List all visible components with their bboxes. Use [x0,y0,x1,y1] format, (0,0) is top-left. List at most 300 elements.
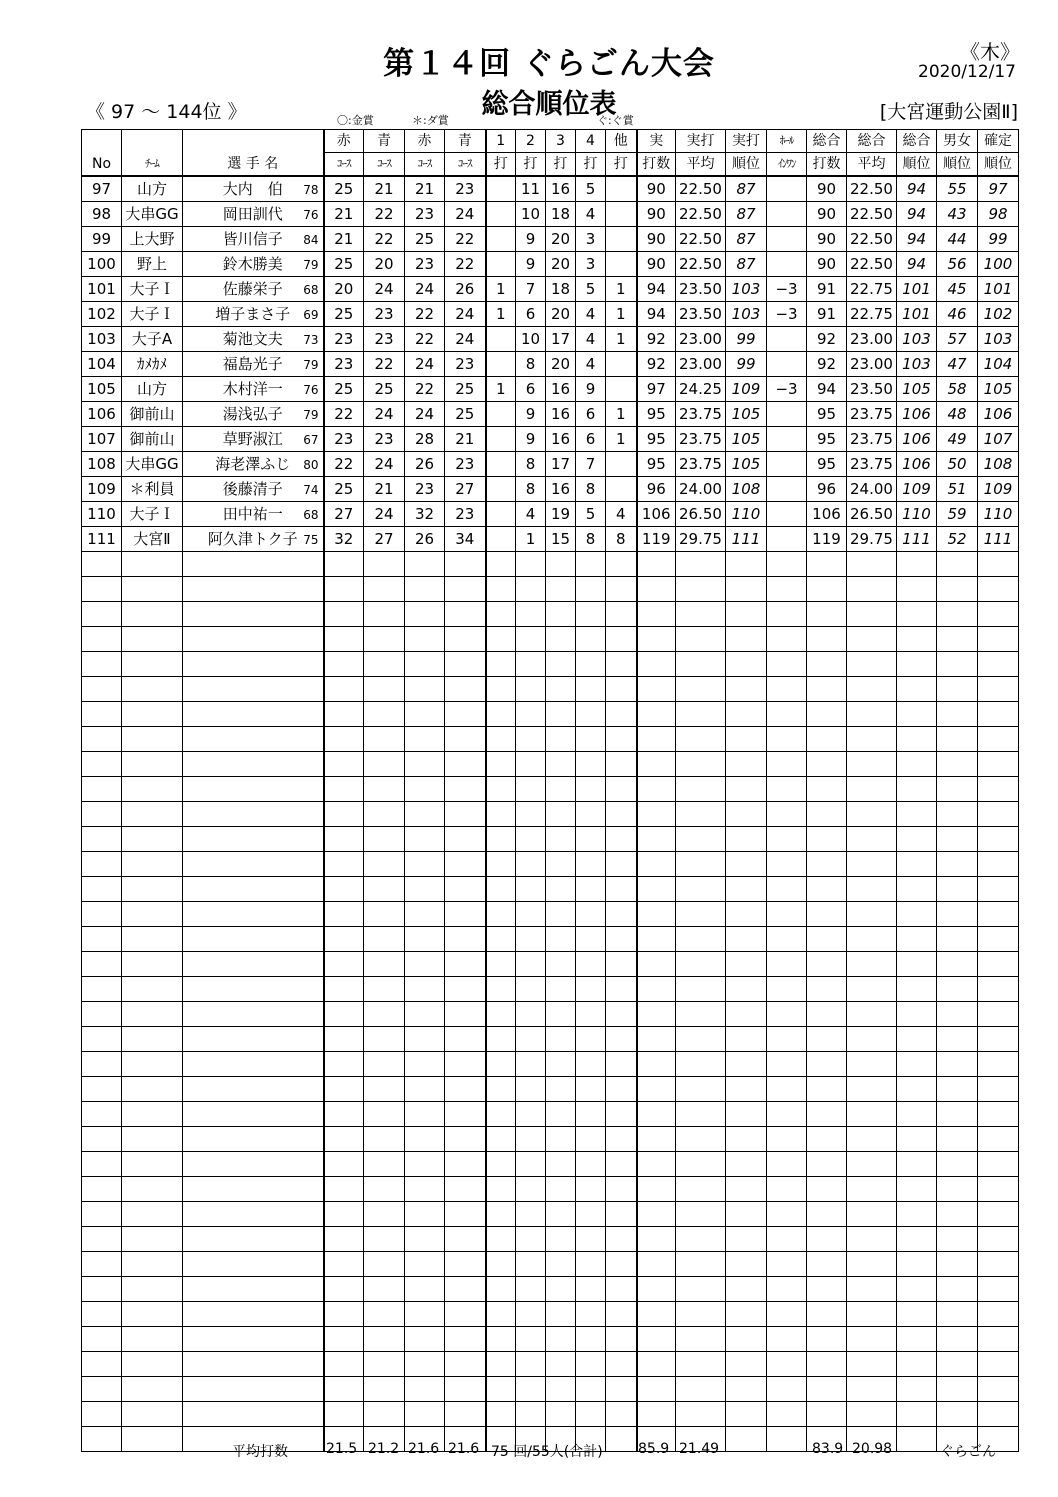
cell-name [183,702,324,727]
cell-total: 94 [807,377,847,402]
table-row [82,227,1019,252]
cell-total: 90 [807,252,847,277]
cell-s3: 15 [546,527,576,552]
table-row [82,277,1019,302]
cell-gender: 48 [937,402,978,427]
cell-team [122,752,183,777]
cell-trank: 105 [897,377,937,402]
cell-no [82,927,122,952]
cell-c1 [324,1202,364,1227]
cell-team [122,1077,183,1102]
cell-s2 [516,752,546,777]
cell-trank: 109 [897,477,937,502]
cell-actual [637,552,676,577]
cell-s4 [576,1327,606,1352]
cell-s2 [516,1177,546,1202]
cell-actual [637,752,676,777]
cell-trank: 110 [897,502,937,527]
cell-actual: 96 [637,477,676,502]
cell-final: 101 [978,277,1019,302]
col-actual-bot: 打数 [637,153,676,177]
col-hio-top: ﾎｰﾙ [767,130,807,153]
cell-name [183,1152,324,1177]
cell-tavg [847,727,897,752]
cell-team [122,902,183,927]
cell-s4 [576,652,606,677]
cell-c3 [405,752,445,777]
cell-team: 野上 [122,252,183,277]
cell-hio: −3 [767,302,807,327]
cell-s3: 20 [546,252,576,277]
cell-s1 [486,1227,516,1252]
cell-tavg: 22.50 [847,227,897,252]
empty-row [82,1077,1019,1102]
cell-c4 [445,602,486,627]
cell-no: 107 [82,427,122,452]
cell-s1 [486,652,516,677]
cell-c2 [364,702,405,727]
cell-c3 [405,1252,445,1277]
cell-s1 [486,527,516,552]
cell-c4 [445,752,486,777]
cell-total: 106 [807,502,847,527]
cell-tavg [847,927,897,952]
cell-team: 大串GG [122,202,183,227]
cell-actual [637,877,676,902]
cell-trank: 106 [897,427,937,452]
cell-other [606,352,637,377]
cell-total [807,702,847,727]
cell-final: 108 [978,452,1019,477]
cell-avg [676,1277,726,1302]
cell-no [82,1352,122,1377]
cell-tavg [847,677,897,702]
col-other-bot: 打 [606,153,637,177]
cell-hio: −3 [767,377,807,402]
empty-row [82,852,1019,877]
cell-other: 1 [606,327,637,352]
cell-final [978,1277,1019,1302]
cell-c4: 23 [445,502,486,527]
cell-c4 [445,1202,486,1227]
cell-tavg [847,1277,897,1302]
cell-gender: 50 [937,452,978,477]
cell-avg: 22.50 [676,252,726,277]
cell-trank [897,727,937,752]
cell-actual [637,602,676,627]
cell-actual [637,1152,676,1177]
cell-avg: 23.00 [676,352,726,377]
cell-s2 [516,627,546,652]
cell-avg: 22.50 [676,176,726,202]
cell-c1: 23 [324,327,364,352]
col-player-top [183,130,324,153]
cell-hio [767,1177,807,1202]
cell-c1 [324,702,364,727]
cell-c3 [405,1327,445,1352]
cell-s1 [486,1302,516,1327]
cell-avg [676,1377,726,1402]
cell-gender [937,1052,978,1077]
cell-c4 [445,1052,486,1077]
cell-trank: 111 [897,527,937,552]
cell-tavg [847,1327,897,1352]
cell-total: 91 [807,302,847,327]
cell-tavg [847,602,897,627]
cell-c2 [364,802,405,827]
cell-hio [767,1152,807,1177]
cell-team [122,1052,183,1077]
player-name: 菊池文夫 [222,330,283,348]
cell-hio [767,552,807,577]
cell-no: 106 [82,402,122,427]
cell-team [122,877,183,902]
col-ao2-top: 青 [445,130,486,153]
empty-row [82,802,1019,827]
cell-c4: 24 [445,302,486,327]
cell-s1 [486,1177,516,1202]
cell-s2 [516,1377,546,1402]
cell-team: 大子A [122,327,183,352]
cell-s2 [516,977,546,1002]
cell-c3 [405,877,445,902]
cell-tavg: 24.00 [847,477,897,502]
cell-no [82,877,122,902]
cell-s3 [546,902,576,927]
cell-s2 [516,1077,546,1102]
cell-other [606,1152,637,1177]
cell-name [183,1302,324,1327]
cell-c2 [364,1177,405,1202]
col-aka2-bot: ｺｰｽ [405,153,445,177]
cell-actual: 94 [637,277,676,302]
cell-final [978,1302,1019,1327]
cell-team [122,1002,183,1027]
cell-s4 [576,677,606,702]
cell-s3 [546,927,576,952]
empty-row [82,1152,1019,1177]
cell-s4 [576,902,606,927]
cell-final [978,1252,1019,1277]
cell-c1 [324,977,364,1002]
cell-rank: 103 [726,277,767,302]
cell-rank: 105 [726,427,767,452]
cell-final [978,1002,1019,1027]
cell-rank [726,927,767,952]
cell-s2 [516,1277,546,1302]
cell-tavg: 29.75 [847,527,897,552]
cell-c3 [405,1402,445,1427]
cell-s2 [516,602,546,627]
cell-actual: 95 [637,402,676,427]
cell-s3 [546,777,576,802]
cell-trank [897,1277,937,1302]
cell-total [807,902,847,927]
cell-s3 [546,702,576,727]
col-avg-top: 実打 [676,130,726,153]
cell-s2 [516,727,546,752]
cell-team [122,652,183,677]
cell-no [82,727,122,752]
cell-c4 [445,702,486,727]
cell-actual: 90 [637,176,676,202]
cell-actual: 90 [637,202,676,227]
cell-c1 [324,1302,364,1327]
cell-avg [676,927,726,952]
empty-row [82,702,1019,727]
cell-c4 [445,1327,486,1352]
cell-tavg [847,652,897,677]
empty-row [82,752,1019,777]
cell-c3 [405,677,445,702]
cell-team: 大宮Ⅱ [122,527,183,552]
cell-rank [726,852,767,877]
cell-avg [676,1102,726,1127]
cell-s1 [486,1102,516,1127]
cell-avg [676,1327,726,1352]
cell-actual [637,652,676,677]
cell-s1 [486,802,516,827]
cell-gender: 55 [937,176,978,202]
col-aka1-bot: ｺｰｽ [324,153,364,177]
cell-rank: 105 [726,402,767,427]
cell-rank: 87 [726,176,767,202]
cell-total: 95 [807,402,847,427]
cell-other [606,552,637,577]
player-age: 67 [303,433,319,447]
cell-s1 [486,227,516,252]
cell-no: 102 [82,302,122,327]
cell-other [606,252,637,277]
cell-total [807,1127,847,1152]
cell-actual [637,1052,676,1077]
cell-final [978,1202,1019,1227]
cell-c1 [324,802,364,827]
cell-c2 [364,977,405,1002]
cell-c4 [445,677,486,702]
cell-tavg: 23.50 [847,377,897,402]
cell-total: 95 [807,452,847,477]
col-other-top: 他 [606,130,637,153]
cell-s1 [486,1277,516,1302]
cell-avg [676,1302,726,1327]
cell-c1 [324,777,364,802]
cell-gender [937,1377,978,1402]
cell-s4: 5 [576,277,606,302]
cell-c3 [405,652,445,677]
cell-s2: 4 [516,502,546,527]
cell-other [606,927,637,952]
cell-avg [676,652,726,677]
cell-c3 [405,1277,445,1302]
cell-final: 102 [978,302,1019,327]
cell-c4 [445,1127,486,1152]
col-rank-top: 実打 [726,130,767,153]
cell-total [807,652,847,677]
cell-c4 [445,977,486,1002]
cell-total [807,977,847,1002]
cell-name [183,227,324,252]
cell-c3 [405,977,445,1002]
cell-s4 [576,552,606,577]
cell-trank [897,1077,937,1102]
table-row [82,452,1019,477]
cell-trank [897,1102,937,1127]
player-name: 大内 伯 [222,180,283,198]
cell-c2 [364,777,405,802]
cell-s2: 8 [516,477,546,502]
cell-no [82,1427,122,1452]
cell-s1 [486,477,516,502]
cell-c4 [445,827,486,852]
cell-c3 [405,1027,445,1052]
cell-actual [637,1102,676,1127]
cell-team [122,802,183,827]
cell-rank: 87 [726,202,767,227]
cell-c2 [364,952,405,977]
cell-c3 [405,802,445,827]
cell-other [606,1077,637,1102]
cell-final [978,1227,1019,1252]
cell-s1: 1 [486,377,516,402]
cell-team [122,1427,183,1452]
cell-avg: 22.50 [676,202,726,227]
cell-c3 [405,577,445,602]
cell-team [122,952,183,977]
cell-name [183,552,324,577]
cell-rank [726,877,767,902]
cell-total [807,1327,847,1352]
cell-s3: 20 [546,352,576,377]
cell-total [807,1227,847,1252]
cell-team [122,1302,183,1327]
cell-c2: 25 [364,377,405,402]
col-rank-bot: 順位 [726,153,767,177]
cell-trank [897,1327,937,1352]
cell-c4 [445,652,486,677]
col-aka1-top: 赤 [324,130,364,153]
cell-hio [767,252,807,277]
cell-other [606,1427,637,1452]
cell-s1 [486,602,516,627]
cell-actual [637,1177,676,1202]
cell-c3: 32 [405,502,445,527]
cell-other [606,1302,637,1327]
cell-c4 [445,1152,486,1177]
cell-avg: 24.00 [676,477,726,502]
cell-s1: 1 [486,302,516,327]
cell-avg [676,852,726,877]
player-age: 78 [303,183,319,197]
cell-actual: 97 [637,377,676,402]
cell-team: 大子Ｉ [122,277,183,302]
col-s3-top: 3 [546,130,576,153]
col-trank-top: 総合 [897,130,937,153]
cell-c2 [364,1077,405,1102]
cell-c2: 24 [364,452,405,477]
cell-s4 [576,1077,606,1102]
cell-c3 [405,1202,445,1227]
cell-hio [767,352,807,377]
cell-c1: 23 [324,427,364,452]
cell-s2 [516,652,546,677]
cell-other: 4 [606,502,637,527]
cell-s3 [546,1102,576,1127]
cell-name [183,477,324,502]
col-s1-top: 1 [486,130,516,153]
cell-final [978,802,1019,827]
cell-gender [937,702,978,727]
cell-tavg [847,1002,897,1027]
cell-s3: 16 [546,402,576,427]
cell-c4 [445,1227,486,1252]
cell-c2: 24 [364,277,405,302]
cell-s3 [546,1377,576,1402]
cell-tavg: 23.75 [847,452,897,477]
cell-s1 [486,1327,516,1352]
cell-total [807,1077,847,1102]
cell-no [82,652,122,677]
cell-c1 [324,827,364,852]
cell-final [978,1152,1019,1177]
cell-s1 [486,252,516,277]
cell-trank: 94 [897,202,937,227]
cell-c1 [324,652,364,677]
cell-name [183,1102,324,1127]
cell-tavg: 22.50 [847,202,897,227]
cell-c2: 27 [364,527,405,552]
cell-avg [676,877,726,902]
cell-no [82,627,122,652]
cell-avg [676,1002,726,1027]
cell-c1 [324,852,364,877]
cell-hio [767,1002,807,1027]
cell-c2 [364,1277,405,1302]
cell-total [807,1052,847,1077]
cell-total [807,1352,847,1377]
cell-avg: 23.75 [676,427,726,452]
cell-s4: 7 [576,452,606,477]
cell-gender: 49 [937,427,978,452]
cell-actual [637,1127,676,1152]
cell-c4: 27 [445,477,486,502]
cell-s2: 6 [516,302,546,327]
cell-s2 [516,1302,546,1327]
cell-s3 [546,1027,576,1052]
col-ao1-top: 青 [364,130,405,153]
cell-c3 [405,1352,445,1377]
cell-s3: 16 [546,377,576,402]
cell-s1 [486,852,516,877]
cell-final [978,602,1019,627]
cell-c3 [405,852,445,877]
cell-other [606,702,637,727]
cell-c1 [324,877,364,902]
player-name: 鈴木勝美 [222,255,283,273]
cell-avg [676,1027,726,1052]
cell-final [978,777,1019,802]
cell-no: 109 [82,477,122,502]
cell-actual [637,977,676,1002]
cell-s1 [486,727,516,752]
cell-no [82,1377,122,1402]
cell-s1 [486,1127,516,1152]
cell-name [183,952,324,977]
cell-no: 108 [82,452,122,477]
player-name: 増子まさ子 [215,305,291,323]
cell-name [183,802,324,827]
cell-c2: 22 [364,202,405,227]
